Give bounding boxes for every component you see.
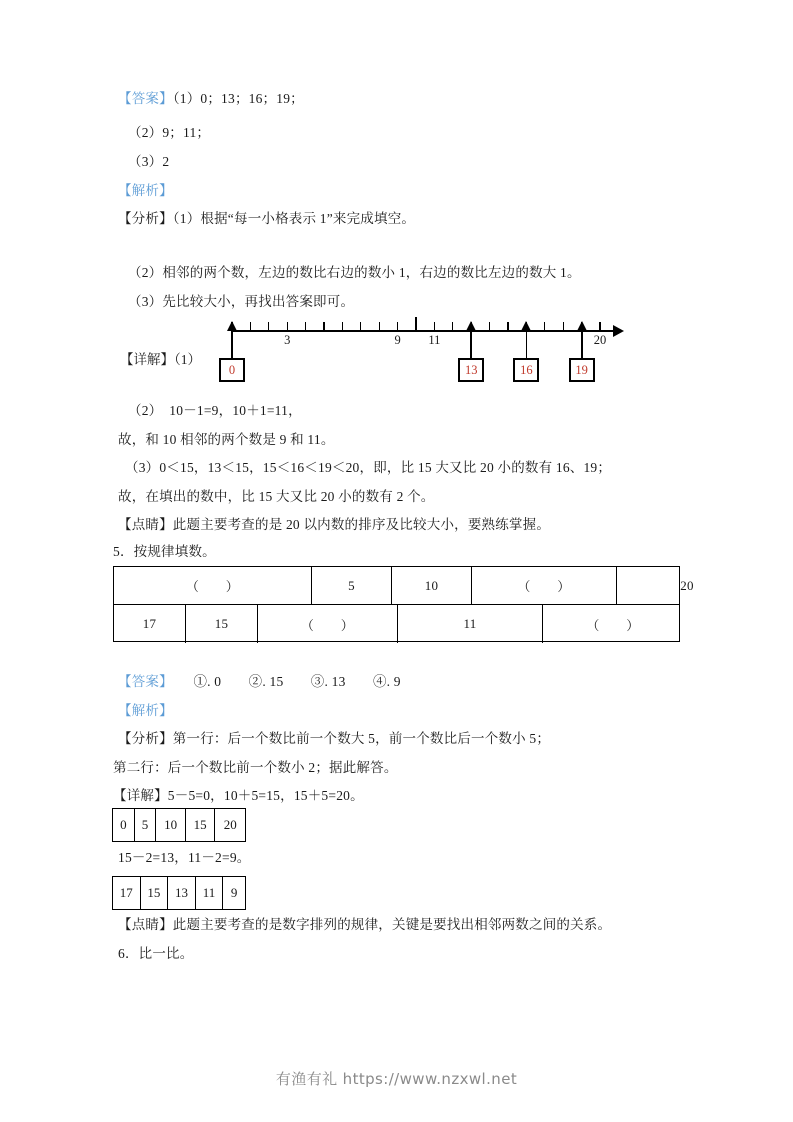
table-cell: 15 [186,605,258,643]
marker-value-box: 0 [219,358,245,382]
problem5-detail-line-2: 15－2=13，11－2=9。 [118,850,251,865]
problem6-title: 6．比一比。 [118,946,194,961]
problem5-pattern-table [113,566,694,642]
numberline-tick [452,322,453,331]
numberline-tick [544,322,545,331]
table-cell: 15 [141,877,169,909]
table-cell: 20 [223,817,237,832]
problem4-answer-values-1: （1）0；13；16；19； [172,91,304,106]
marker-stem [231,330,233,360]
numberline-tick-label: 3 [284,333,291,347]
numberline-tick [397,322,398,331]
table-cell: （ ） [258,605,398,643]
table-cell: 9 [230,885,238,900]
numberline-tick [287,322,288,331]
numberline-figure [120,316,680,394]
table-cell: （ ） [586,617,640,633]
table-cell: 10 [392,567,472,604]
marker-arrowhead-icon [521,321,531,331]
watermark: 有渔有礼 https://www.nzxwl.net [275,1070,518,1088]
table-cell: 10 [156,809,186,841]
numberline-tick-label: 20 [593,333,607,347]
numberline-tick [434,322,435,331]
problem4-analysis-tag: 【解析】 [118,183,173,198]
table-cell: 5 [312,567,392,604]
table-cell: 13 [168,877,196,909]
table-cell: （ ） [114,567,312,604]
problem4-analysis-line-1: 【分析】（1）根据“每一小格表示 1”来完成填空。 [118,211,416,226]
problem5-answer-line [118,675,401,689]
marker-value-box: 13 [458,358,484,382]
numberline-tick [507,322,508,331]
numberline-arrowhead-icon [613,325,624,337]
marker-stem [526,330,528,360]
problem4-detail-line-3: 故，和 10 相邻的两个数是 9 和 11。 [118,432,335,447]
numberline-tick [360,322,361,331]
numberline-tick [563,322,564,331]
table-cell: 11 [398,605,543,643]
table-cell: 15 [186,809,216,841]
problem4-detail-line-4: （3）0＜15，13＜15，15＜16＜19＜20，即，比 15 大又比 20 小的数有 16、19； [125,460,612,475]
problem4-answer-line-1 [118,92,304,106]
answer-tag: 【答案】 [118,91,173,106]
problem5-analysis-tag: 【解析】 [118,703,173,718]
marker-stem [581,330,583,360]
numberline-tick-label: 9 [394,333,401,347]
numberline-tick [342,322,343,331]
problem4-analysis-line-2: （2）相邻的两个数，左边的数比右边的数小 1，右边的数比左边的数大 1。 [128,265,581,280]
problem5-analysis-line-1: 【分析】第一行：后一个数比前一个数大 5，前一个数比后一个数小 5； [118,731,551,746]
table-cell: （ ） [472,567,617,604]
problem5-mini-table-2 [112,876,246,910]
marker-value-box: 16 [513,358,539,382]
numberline-tick [268,322,269,331]
numberline-tick [250,322,251,331]
table-cell: 20 [680,577,694,593]
problem4-detail-line-2: （2） 10－1=9，10＋1=11， [128,403,302,418]
problem5-answer-values: ①. 0 ②. 15 ③. 13 ④. 9 [166,674,401,689]
table-cell: 17 [113,877,141,909]
table-row [114,605,679,643]
problem4-detail-line-5: 故，在填出的数中，比 15 大又比 20 小的数有 2 个。 [118,489,435,504]
problem5-highlight-line: 【点睛】此题主要考查的是数字排列的规律，关键是要找出相邻两数之间的关系。 [118,917,612,932]
problem4-answer-line-2: （2）9；11； [128,125,211,140]
answer-tag: 【答案】 [118,674,167,689]
problem4-highlight-line: 【点睛】此题主要考查的是 20 以内数的排序及比较大小，要熟练掌握。 [118,517,551,532]
marker-stem [470,330,472,360]
problem4-analysis-line-3: （3）先比较大小，再找出答案即可。 [128,294,355,309]
numberline-axis [232,330,615,332]
marker-value-box: 19 [569,358,595,382]
numberline-tick [323,322,324,331]
problem4-detail-label: 【详解】（1） [120,352,201,367]
problem4-answer-line-3: （3）2 [128,154,170,169]
table-cell: 5 [135,809,157,841]
problem5-title: 5．按规律填数。 [113,544,216,559]
numberline-tick [415,317,416,331]
problem5-mini-table-1 [112,808,246,842]
table-cell: 0 [113,809,135,841]
numberline-tick-label: 11 [428,333,441,347]
problem5-detail-line-1: 【详解】5－5=0，10＋5=15，15＋5=20。 [113,788,364,803]
numberline-tick [489,322,490,331]
marker-arrowhead-icon [466,321,476,331]
marker-arrowhead-icon [577,321,587,331]
table-cell: 11 [196,877,224,909]
table-row [114,567,694,605]
marker-arrowhead-icon [227,321,237,331]
numberline-tick [599,322,600,331]
problem5-analysis-line-2: 第二行：后一个数比前一个数小 2；据此解答。 [113,760,398,775]
numberline-tick [305,322,306,331]
numberline-tick [379,322,380,331]
table-cell: 17 [114,605,186,643]
